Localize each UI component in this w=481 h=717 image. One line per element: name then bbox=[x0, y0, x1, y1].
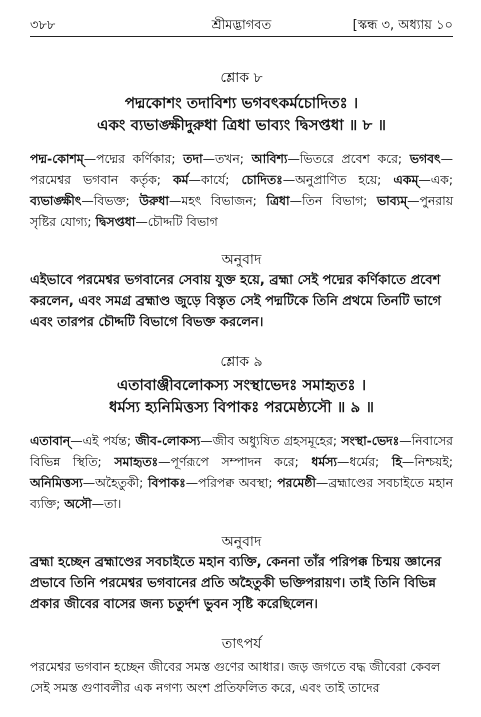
synonym-meaning: চৌদ্দটি বিভাগ bbox=[147, 214, 218, 229]
synonym-word: একম্ bbox=[393, 172, 419, 187]
synonym-meaning: মহৎ বিভাজন; bbox=[181, 193, 267, 208]
purport-text: পরমেশ্বর ভগবান হচ্ছেন জীবের সমস্ত গুণের আধার। জড় জগতে বদ্ধ জীবেরা কেবল সেই সমস্ত গুণাবলীর এক নগণ্য অংশ প্রতিফলিত করে, এবং তাই তাদের bbox=[30, 659, 441, 695]
verse-8-line-1: পদ্মকোশং তদাবিশ্য ভগবৎকর্মচোদিতঃ । bbox=[124, 94, 359, 112]
page-header bbox=[30, 14, 453, 36]
purport-label: তাৎপর্য bbox=[221, 636, 262, 652]
book-title: শ্রীমদ্ভাগবত bbox=[211, 18, 272, 33]
verse-9-label: শ্লোক ৯ bbox=[220, 354, 263, 370]
verse-9-synonyms: এতাবান্—এই পর্যন্ত; জীব-লোকস্য—জীব অধ্যুষিত গ্রহসমূহের; সংস্থা-ভেদঃ—নিবাসের বিভিন্ন স্থিতি; সমাহৃতঃ—পূর্ণরূপে সম্পাদন করে; ধর্মস্য—ধর্মের; হি—নিশ্চয়ই; অনিমিত্তস্য—অহৈতুকী; বিপাকঃ—পরিপক্ব অবস্থা; পরমেষ্ঠী—ব্রহ্মাণ্ডের সবচাইতে মহান ব্যক্তি; অসৌ—তা। bbox=[30, 433, 454, 511]
synonym-word: ভগবৎ bbox=[409, 151, 441, 166]
synonym-meaning: ধর্মের; bbox=[349, 454, 392, 469]
synonym-meaning: পূর্ণরূপে সম্পাদন করে; bbox=[170, 454, 312, 469]
synonym-meaning: অনুপ্রাণিত হয়ে; bbox=[295, 172, 394, 187]
synonym-meaning: নিশ্চয়ই; bbox=[414, 454, 454, 469]
page-number: ৩৮৮ bbox=[30, 18, 56, 33]
synonym-word: ভাব্যম্ bbox=[376, 193, 408, 208]
synonym-meaning: কার্যে; bbox=[200, 172, 242, 187]
synonym-word: ব্যভাঙ্ক্ষীৎ bbox=[30, 193, 82, 208]
synonym-word: কর্ম bbox=[172, 172, 189, 187]
synonym-meaning: পরমেশ্বর ভগবান কর্তৃক; bbox=[30, 172, 173, 187]
verse-8-synonyms: পদ্ম-কোশম্—পদ্মের কর্ণিকার; তদা—তখন; আবিশ্য—ভিতরে প্রবেশ করে; ভগবৎ—পরমেশ্বর ভগবান কর্তৃক; কর্ম—কার্যে; চোদিতঃ—অনুপ্রাণিত হয়ে; একম্—এক; ব্যভাঙ্ক্ষীৎ—বিভক্ত; উরুধা—মহৎ বিভাজন; ত্রিধা—তিন বিভাগ; ভাব্যম্—পুনরায় সৃষ্টির যোগ্য; দ্বিসপ্তধা—চৌদ্দটি বিভাগ bbox=[30, 151, 454, 229]
section-reference: [স্কন্ধ ৩, অধ্যায় ১০ bbox=[352, 18, 453, 33]
synonym-word: জীব-লোকস্য bbox=[135, 433, 201, 448]
synonym-meaning: তা। bbox=[104, 496, 122, 511]
verse-9-text bbox=[30, 374, 453, 418]
synonym-word: ধর্মস্য bbox=[311, 454, 338, 469]
synonym-word: হি bbox=[391, 454, 402, 469]
synonym-meaning: ভিতরে প্রবেশ করে; bbox=[299, 151, 410, 166]
synonym-meaning: পরিপক্ব অবস্থা; bbox=[198, 475, 278, 490]
synonym-meaning: অহৈতুকী; bbox=[95, 475, 148, 490]
synonym-word: এতাবান্ bbox=[30, 433, 71, 448]
verse-8-translation-label: অনুবাদ bbox=[221, 252, 262, 268]
synonym-word: অসৌ bbox=[64, 496, 92, 511]
synonym-word: পরমেষ্ঠী bbox=[277, 475, 316, 490]
verse-8-line-2: একং ব্যভাঙ্ক্ষীদুরুধা ত্রিধা ভাব্যং দ্বিসপ্তধা ॥ ৮ ॥ bbox=[97, 116, 386, 134]
synonym-word: আবিশ্য bbox=[251, 151, 288, 166]
synonym-word: পদ্ম-কোশম্ bbox=[30, 151, 84, 166]
synonym-meaning: এক; bbox=[430, 172, 453, 187]
verse-9-line-2: ধর্মস্য হ্যনিমিত্তস্য বিপাকঃ পরমেষ্ঠ্যসৌ ॥ ৯ ॥ bbox=[109, 398, 374, 416]
synonym-meaning: পুনরায় সৃষ্টির যোগ্য; bbox=[30, 193, 454, 229]
verse-9-translation: ব্রহ্মা হচ্ছেন ব্রহ্মাণ্ডের সবচাইতে মহান ব্যক্তি, কেননা তাঁর পরিপক্ক চিন্ময় জ্ঞানের প্রভাবে তিনি পরমেশ্বর ভগবানের প্রতি অহৈতুকী ভক্তিপরায়ণ। তাই তিনি বিভিন্ন প্রকার জীবের বাসের জন্য চতুর্দশ ভুবন সৃষ্টি করেছিলেন। bbox=[30, 555, 442, 612]
synonym-word: চোদিতঃ bbox=[241, 172, 283, 187]
synonym-meaning: বিভক্ত; bbox=[93, 193, 140, 208]
synonym-meaning: তখন; bbox=[214, 151, 252, 166]
verse-8-translation: এইভাবে পরমেশ্বর ভগবানের সেবায় যুক্ত হয়ে, ব্রহ্মা সেই পদ্মের কর্ণিকাতে প্রবেশ করলেন, এবং সমগ্র ব্রহ্মাণ্ড জুড়ে বিস্তৃত সেই পদ্মটিকে তিনি প্রথমে তিনটি ভাগে এবং তারপর চৌদ্দটি বিভাগে বিভক্ত করলেন। bbox=[30, 273, 442, 330]
synonym-meaning: ব্রহ্মাণ্ডের সবচাইতে মহান ব্যক্তি; bbox=[30, 475, 453, 511]
header-rule bbox=[30, 36, 453, 37]
verse-9-line-1: এতাবাঞ্জীবলোকস্য সংস্থাভেদঃ সমাহৃতঃ । bbox=[116, 376, 367, 394]
synonym-meaning: নিবাসের বিভিন্ন স্থিতি; bbox=[30, 433, 453, 469]
synonym-meaning: জীব অধ্যুষিত গ্রহসমূহের; bbox=[212, 433, 342, 448]
synonym-meaning: পদ্মের কর্ণিকার; bbox=[96, 151, 184, 166]
synonym-word: দ্বিসপ্তধা bbox=[95, 214, 136, 229]
synonym-word: সংস্থা-ভেদঃ bbox=[341, 433, 400, 448]
verse-8-text bbox=[30, 92, 453, 136]
synonym-word: বিপাকঃ bbox=[147, 475, 186, 490]
verse-8-label: শ্লোক ৮ bbox=[220, 70, 263, 86]
synonym-word: তদা bbox=[183, 151, 203, 166]
verse-9-translation-label: অনুবাদ bbox=[221, 534, 262, 550]
synonym-word: উরুধা bbox=[139, 193, 169, 208]
synonym-meaning: এই পর্যন্ত; bbox=[82, 433, 136, 448]
synonym-word: অনিমিত্তস্য bbox=[30, 475, 83, 490]
synonym-word: সমাহৃতঃ bbox=[114, 454, 159, 469]
synonym-meaning: তিন বিভাগ; bbox=[301, 193, 377, 208]
synonym-word: ত্রিধা bbox=[266, 193, 290, 208]
